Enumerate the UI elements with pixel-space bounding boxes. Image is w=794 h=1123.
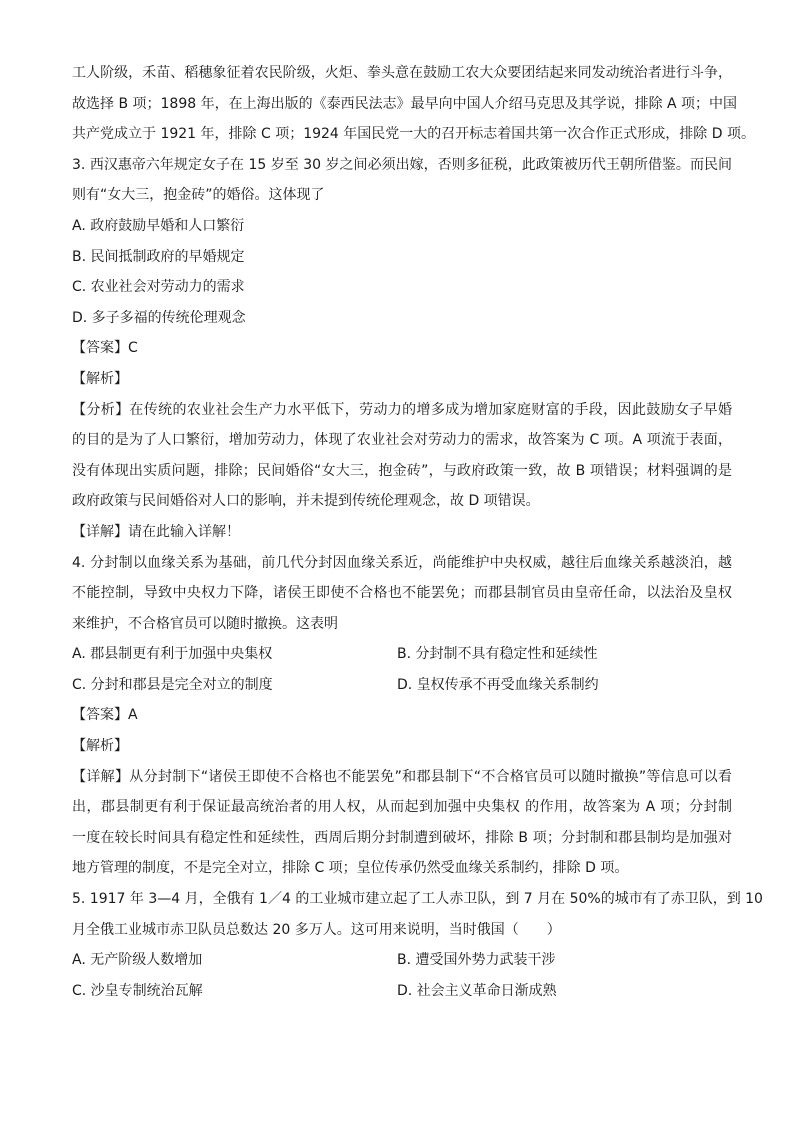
- document-page: [72, 64, 763, 1012]
- question-4: [72, 554, 732, 891]
- options-row: [72, 645, 732, 676]
- analysis-line: 的目的是为了人口繁衍，增加劳动力，体现了农业社会对劳动力的需求，故答案为 C 项。A 项流于表面，: [72, 432, 732, 449]
- option-c: C. 沙皇专制统治瓦解: [72, 982, 203, 999]
- options-row: [72, 951, 732, 982]
- analysis-line: 没有体现出实质问题，排除；民间婚俗“女大三，抱金砖”，与政府政策一致，故 B 项错误；材料强调的是: [72, 462, 732, 479]
- paragraph-line: 工人阶级，禾苗、稻穗象征着农民阶级，火炬、拳头意在鼓励工农大众要团结起来同发动统治者进行斗争，: [72, 65, 732, 81]
- option-a: A. 郡县制更有利于加强中央集权: [72, 646, 273, 663]
- analysis-line: 政府政策与民间婚俗对人口的影响，并未提到传统伦理观念，故 D 项错误。: [72, 493, 540, 510]
- detail-line: 出，郡县制更有利于保证最高统治者的用人权，从而起到加强中央集权 的作用，故答案为 A 项；分封制: [72, 799, 732, 816]
- analysis-label: 【解析】: [72, 738, 128, 755]
- question-stem-line: 3. 西汉惠帝六年规定女子在 15 岁至 30 岁之间必须出嫁，否则多征税，此政策被历代王朝所借鉴。而民间: [72, 156, 732, 173]
- question-stem-line: 来维护，不合格官员可以随时撤换。这表明: [72, 615, 338, 632]
- question-stem-line: 4. 分封制以血缘关系为基础，前几代分封因血缘关系近，尚能维护中央权威，越往后血缘关系越淡泊，越: [72, 554, 732, 571]
- option-d: D. 多子多福的传统伦理观念: [72, 309, 246, 326]
- detail-line: 【详解】从分封制下“诸侯王即使不合格也不能罢免”和郡县制下“不合格官员可以随时撤换”等信息可以看: [72, 768, 732, 785]
- analysis-line: 【分析】在传统的农业社会生产力水平低下，劳动力的增多成为增加家庭财富的手段，因此鼓励女子早婚: [72, 401, 732, 418]
- question-5: [72, 890, 763, 1012]
- answer-line: 【答案】C: [72, 340, 138, 357]
- question-stem-line: 月全俄工业城市赤卫队员总数达 20 多万人。这可用来说明，当时俄国（ ）: [72, 921, 561, 938]
- option-a: A. 政府鼓励早婚和人口繁衍: [72, 217, 245, 234]
- option-b: B. 遭受国外势力武装干涉: [397, 952, 556, 969]
- option-b: B. 分封制不具有稳定性和延续性: [397, 646, 598, 663]
- detail-line: 地方管理的制度，不是完全对立，排除 C 项；皇位传承仍然受血缘关系制约，排除 D 项。: [72, 860, 629, 877]
- option-c: C. 分封和郡县是完全对立的制度: [72, 676, 273, 693]
- detail-line: 【详解】请在此输入详解！: [72, 523, 240, 540]
- question-stem-line: 则有“女大三，抱金砖”的婚俗。这体现了: [72, 187, 325, 204]
- option-b: B. 民间抵制政府的早婚规定: [72, 248, 245, 265]
- paragraph-line: 共产党成立于 1921 年，排除 C 项；1924 年国民党一大的召开标志着国共第一次合作正式形成，排除 D 项。: [72, 126, 755, 143]
- option-d: D. 皇权传承不再受血缘关系制约: [397, 676, 599, 693]
- option-a: A. 无产阶级人数增加: [72, 952, 203, 969]
- option-d: D. 社会主义革命日渐成熟: [397, 982, 557, 999]
- q2-explanation-tail: [72, 64, 755, 156]
- question-stem-line: 5. 1917 年 3—4 月，全俄有 1／4 的工业城市建立起了工人赤卫队，到 7 月在 50%的城市有了赤卫队，到 10: [72, 891, 763, 908]
- answer-line: 【答案】A: [72, 707, 138, 724]
- question-stem-line: 不能控制，导致中央权力下降，诸侯王即使不合格也不能罢免；而郡县制官员由皇帝任命，以法治及皇权: [72, 585, 732, 602]
- paragraph-line: 故选择 B 项；1898 年，在上海出版的《泰西民法志》最早向中国人介绍马克思及其学说，排除 A 项；中国: [72, 95, 738, 112]
- detail-line: 一度在较长时间具有稳定性和延续性，西周后期分封制遭到破坏，排除 B 项；分封制和郡县制均是加强对: [72, 829, 732, 846]
- analysis-label: 【解析】: [72, 370, 128, 387]
- option-c: C. 农业社会对劳动力的需求: [72, 279, 245, 296]
- question-3: [72, 156, 732, 554]
- options-row: [72, 982, 732, 1013]
- options-row: [72, 676, 732, 707]
